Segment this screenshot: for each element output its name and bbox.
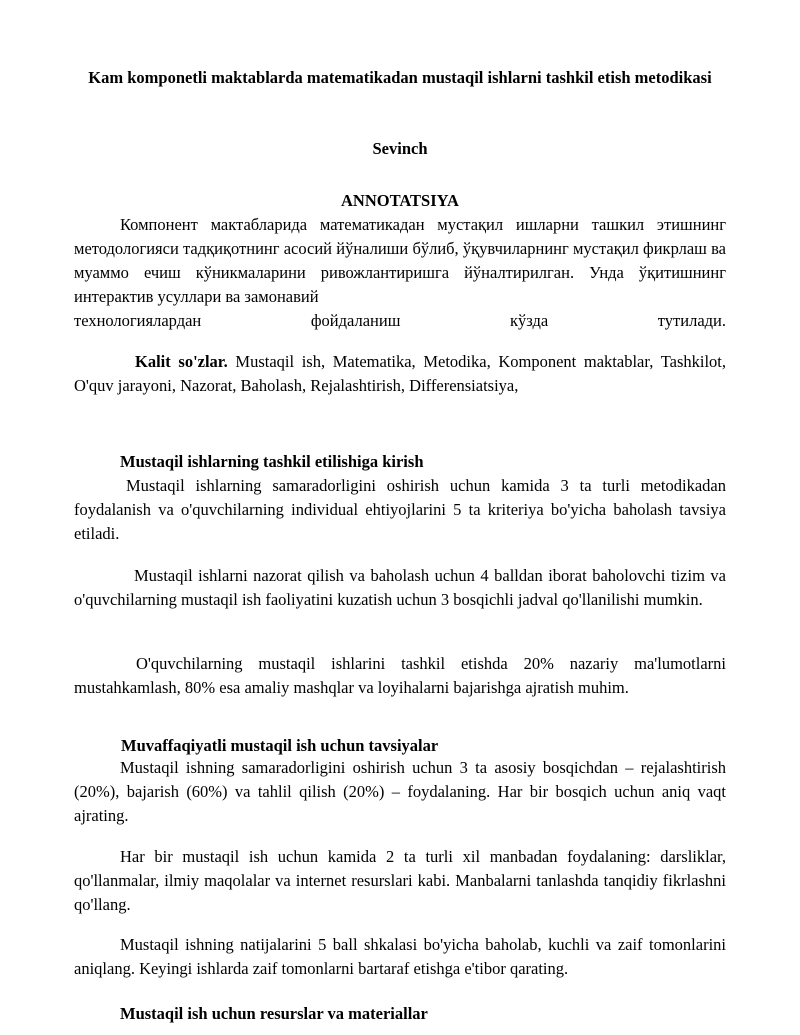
section-paragraph: Mustaqil ishlarni nazorat qilish va baholash uchun 4 balldan iborat baholovchi tizim va o'quvchilarning mustaqil ish faoliyatini kuzatish uchun 3 bosqichli jadval qo'llanilishi mumkin.	[74, 566, 726, 609]
keywords-paragraph	[74, 350, 726, 398]
section-paragraph: O'quvchilarning mustaqil ishlarini tashkil etishda 20% nazariy ma'lumotlarni mustahkamlash, 80% esa amaliy mashqlar va loyihalarni bajarishga ajratish muhim.	[74, 654, 726, 697]
section-paragraph: Har bir mustaqil ish uchun kamida 2 ta turli xil manbadan foydalaning: darsliklar, qo'llanmalar, ilmiy maqolalar va internet resurslari kabi. Manbalarni tanlashda tanqidiy fikrlashni qo'llang.	[74, 847, 726, 914]
annotation-text-last-line: технологиялардан фойдаланиш кўзда тутилади.	[74, 311, 726, 330]
section-paragraph: Mustaqil ishning natijalarini 5 ball shkalasi bo'yicha baholab, kuchli va zaif tomonlarini aniqlang. Keyingi ishlarda zaif tomonlarni bartaraf etishga e'tibor qarating.	[74, 935, 726, 978]
keywords-text: Mustaqil ish, Matematika, Metodika, Komponent maktablar, Tashkilot, O'quv jarayoni, Nazorat, Baholash, Rejalashtirish, Differensiatsiya,	[74, 352, 726, 395]
section-paragraph: Mustaqil ishlarning samaradorligini oshirish uchun kamida 3 ta turli metodikadan foydalanish va o'quvchilarning individual ehtiyojlarini 5 ta kriteriya bo'yicha baholash tavsiya etiladi.	[74, 476, 726, 543]
section-paragraph: Mustaqil ishning samaradorligini oshirish uchun 3 ta asosiy bosqichdan – rejalashtirish (20%), bajarish (60%) va tahlil qilish (20%) – foydalaning. Har bir bosqich uchun aniq vaqt ajrating.	[74, 758, 726, 825]
author-name: Sevinch	[372, 139, 428, 158]
keywords-label: Kalit so'zlar.	[135, 352, 228, 371]
annotation-text: Компонент мактабларида математикадан мустақил ишларни ташкил этишнинг методологияси тадқиқотнинг асосий йўналиши бўлиб, ўқувчиларнинг мустақил фикрлаш ва муаммо ечиш кўникмаларини ривожлантиришга йўналтирилган. Унда ўқитишнинг интерактив усуллари ва замонавий	[74, 215, 726, 306]
section-heading: Mustaqil ishlarning tashkil etilishiga kirish	[120, 452, 424, 471]
section-heading: Muvaffaqiyatli mustaqil ish uchun tavsiyalar	[121, 736, 439, 755]
annotation-heading: ANNOTATSIYA	[341, 191, 459, 210]
document-title: Kam komponetli maktablarda matematikadan mustaqil ishlarni tashkil etish metodikasi	[88, 68, 712, 87]
section-heading: Mustaqil ish uchun resurslar va materiallar	[120, 1004, 428, 1023]
